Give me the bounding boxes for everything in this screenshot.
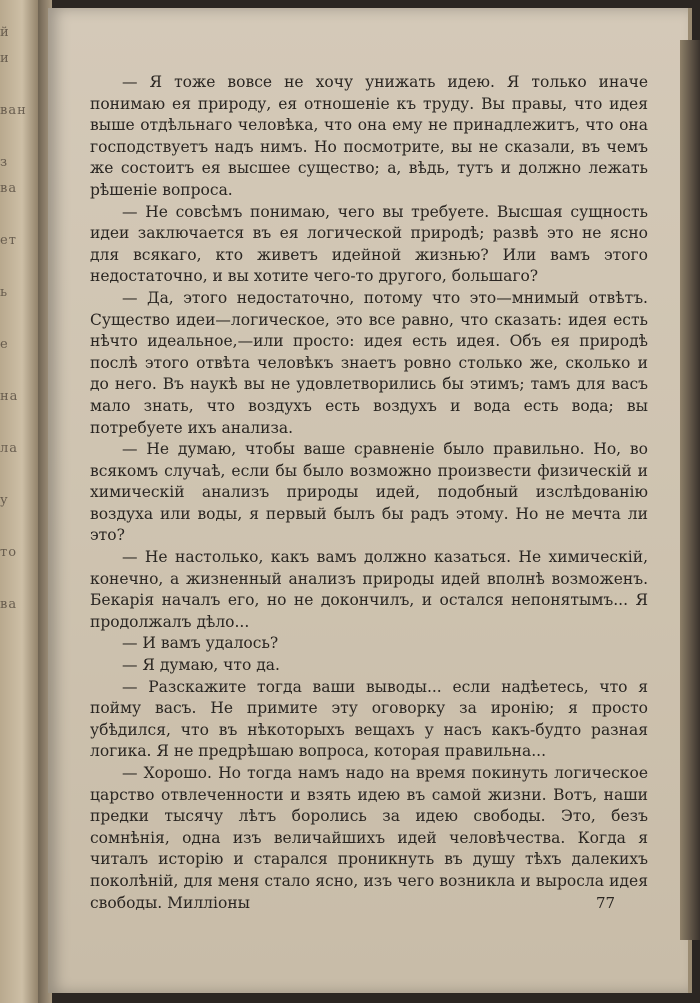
paragraph: — Я тоже вовсе не хочу унижать идею. Я только иначе понимаю ея природу, ея отношеніе къ труду. Вы правы, что идея выше отдѣльнаго человѣка, что она ему не принадлежитъ, что она господствуетъ надъ нимъ. Но посмотрите, вы не сказали, въ чемъ же состоитъ ея высшее существо; а, вѣдь, тутъ и должно лежать рѣшеніе вопроса. — [90, 73, 648, 199]
paragraph: — Да, этого недостаточно, потому что это—мнимый отвѣтъ. Существо идеи—логическое, это все равно, что сказать: идея есть нѣчто идеальное,—или просто: идея есть идея. Объ ея природѣ послѣ этого отвѣта человѣкъ знаетъ ровно столько же, сколько и до него. Въ наукѣ вы не удовлетворились бы этимъ; тамъ для васъ мало знать, что воздухъ есть воздухъ и вода есть вода; вы потребуете ихъ анализа. — [90, 288, 648, 437]
facing-page-edge — [0, 0, 40, 1003]
facing-page-text: й и ван з ва ет ь е на ла у то ва — [0, 25, 27, 612]
paragraph: — Хорошо. Но тогда намъ надо на время покинуть логическое царство отвлеченности и взять идею въ самой жизни. Вотъ, наши предки тысячу лѣтъ боролись за идею свободы. Это, безъ сомнѣнія, одна изъ величайшихъ идей человѣчества. Когда я читалъ исторію и старался проникнуть въ душу тѣхъ далекихъ поколѣній, для меня стало ясно, изъ чего возникла и выросла идея свободы. Милліоны — [90, 764, 648, 912]
paragraph: — Не настолько, какъ вамъ должно казаться. Не химическій, конечно, а жизненный анализъ природы идей вполнѣ возможенъ. Бекарія началъ его, но не докончилъ, и остался непонятымъ... Я продолжалъ дѣло... — [90, 548, 648, 631]
book-page — [48, 8, 692, 993]
paragraph: — Не совсѣмъ понимаю, чего вы требуете. Высшая сущность идеи заключается въ ея логической природѣ; развѣ это не ясно для всякаго, кто живетъ идейной жизнью? Или вамъ этого недостаточно, и вы хотите чего-то другого, большаго? — [90, 202, 648, 286]
page-stack-edge — [680, 40, 700, 940]
page-number: 77 — [596, 894, 616, 912]
paragraph: — Разскажите тогда ваши выводы... если надѣетесь, что я пойму васъ. Не примите эту оговорку за иронію; я просто убѣдился, что въ нѣкоторыхъ вещахъ у насъ какъ-будто разная логика. Я не предрѣшаю вопроса, которая правильна... — [90, 677, 648, 761]
paragraph: — И вамъ удалось? — [122, 634, 279, 653]
paragraph: — Не думаю, чтобы ваше сравненіе было правильно. Но, во всякомъ случаѣ, если бы было возможно произвести физическій и химическій анализъ природы идей, подобный изслѣдованію воздуха или воды, я первый былъ бы радъ этому. Но не мечта ли это? — [90, 440, 648, 545]
page-body — [90, 72, 648, 914]
paragraph: — Я думаю, что да. — [122, 656, 280, 675]
